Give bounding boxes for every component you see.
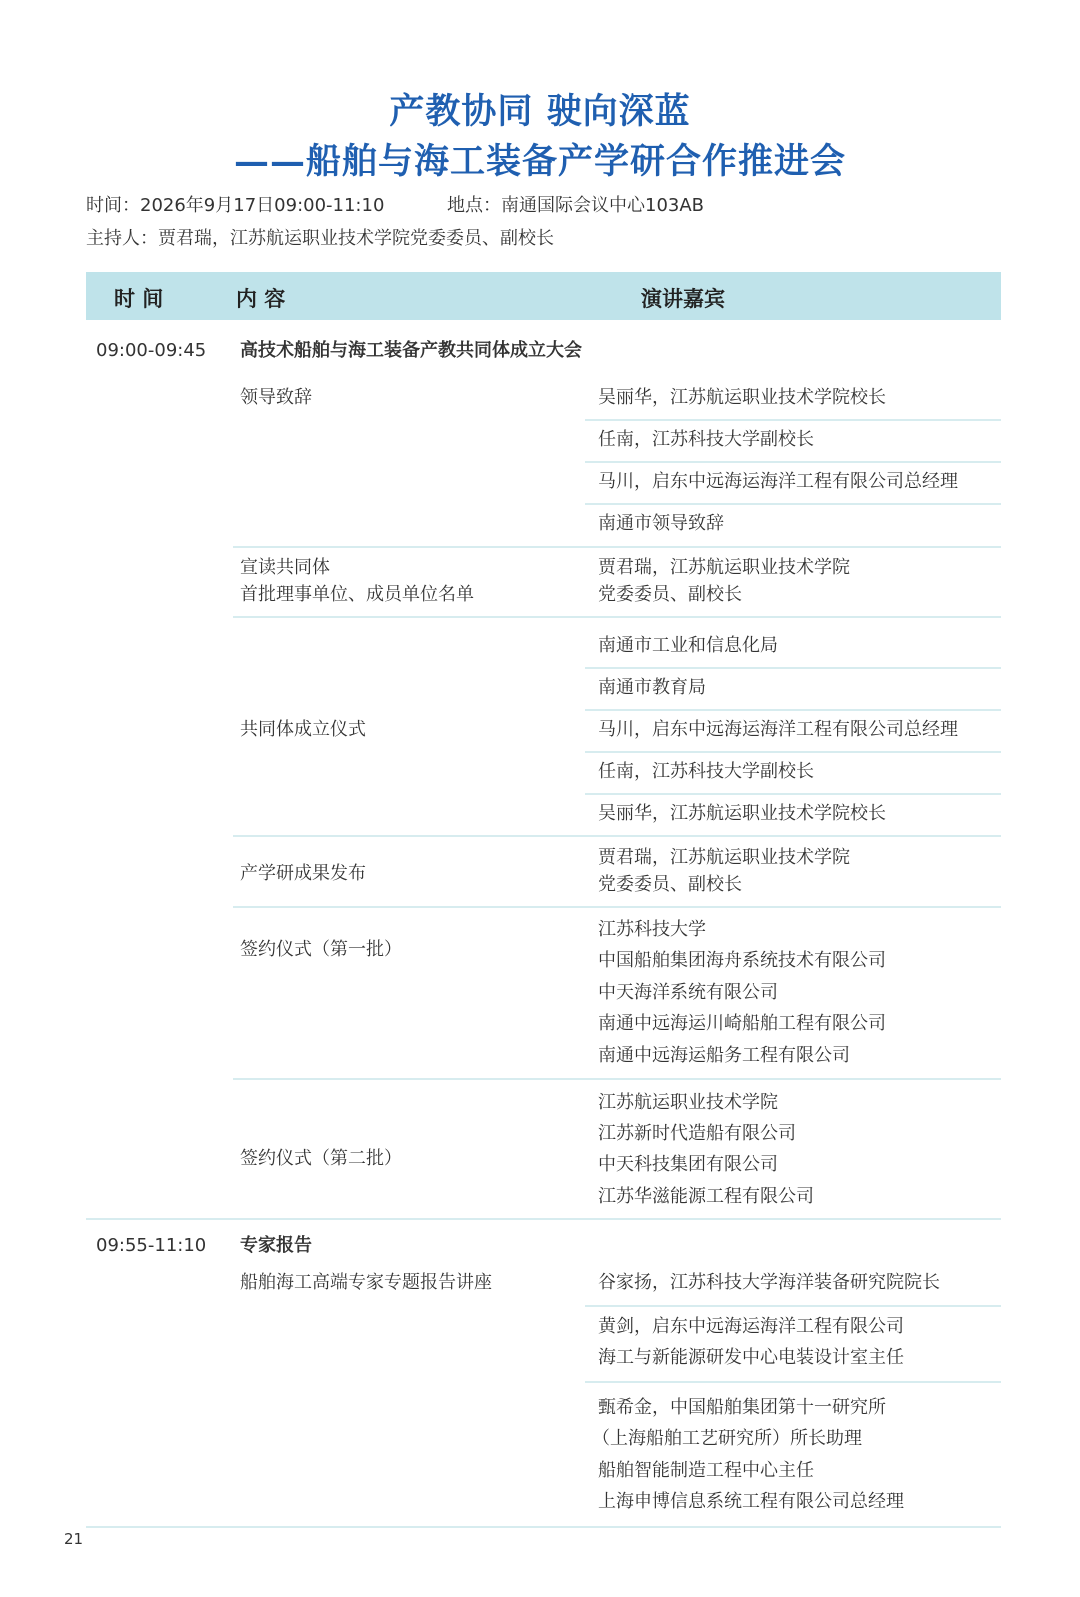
expert-speaker-2-line1: 黄剑，启东中远海运海洋工程有限公司 bbox=[598, 1316, 904, 1337]
row-divider bbox=[585, 667, 1001, 669]
expert-speaker-3-line2: （上海船舶工艺研究所）所长助理 bbox=[592, 1428, 862, 1449]
lecture-label: 船舶海工高端专家专题报告讲座 bbox=[240, 1272, 492, 1293]
sign2-org-4: 江苏华滋能源工程有限公司 bbox=[598, 1186, 814, 1207]
bottom-divider bbox=[86, 1526, 1001, 1528]
ceremony-speaker-3: 马川，启东中远海运海洋工程有限公司总经理 bbox=[598, 719, 958, 740]
row-divider bbox=[233, 546, 1001, 548]
reading-label-2: 首批理事单位、成员单位名单 bbox=[240, 584, 474, 605]
sign1-org-5: 南通中远海运船务工程有限公司 bbox=[598, 1045, 850, 1066]
reading-speaker-2: 党委委员、副校长 bbox=[598, 584, 742, 605]
title-line-1: 产教协同 驶向深蓝 bbox=[389, 91, 691, 132]
session2-time: 09:55-11:10 bbox=[96, 1235, 207, 1256]
reading-speaker-1: 贾君瑞，江苏航运职业技术学院 bbox=[598, 557, 850, 578]
sign1-org-4: 南通中远海运川崎船舶工程有限公司 bbox=[598, 1013, 886, 1034]
header-speaker: 演讲嘉宾 bbox=[641, 287, 725, 311]
meeting-place: 地点：南通国际会议中心103AB bbox=[447, 195, 705, 216]
row-divider bbox=[585, 709, 1001, 711]
row-divider bbox=[585, 1381, 1001, 1383]
row-divider bbox=[233, 1078, 1001, 1080]
row-divider bbox=[585, 503, 1001, 505]
title-line-2: ——船舶与海工装备产学研合作推进会 bbox=[233, 141, 846, 182]
leader-speaker-1: 吴丽华，江苏航运职业技术学院校长 bbox=[598, 387, 886, 408]
session-divider bbox=[86, 1218, 1001, 1220]
sign1-label: 签约仪式（第一批） bbox=[240, 939, 402, 960]
ceremony-speaker-1: 南通市工业和信息化局 bbox=[598, 635, 778, 656]
row-divider bbox=[585, 1305, 1001, 1307]
expert-speaker-1: 谷家扬，江苏科技大学海洋装备研究院院长 bbox=[598, 1272, 940, 1293]
sign2-label: 签约仪式（第二批） bbox=[240, 1148, 402, 1169]
row-divider bbox=[233, 835, 1001, 837]
sign1-org-3: 中天海洋系统有限公司 bbox=[598, 982, 778, 1003]
row-divider bbox=[585, 461, 1001, 463]
session2-title: 专家报告 bbox=[240, 1235, 312, 1256]
row-divider bbox=[233, 906, 1001, 908]
expert-speaker-3-line4: 上海申博信息系统工程有限公司总经理 bbox=[598, 1491, 904, 1512]
expert-speaker-2-line2: 海工与新能源研发中心电装设计室主任 bbox=[598, 1347, 904, 1368]
row-divider bbox=[585, 419, 1001, 421]
sign1-org-1: 江苏科技大学 bbox=[598, 919, 706, 940]
leader-speaker-2: 任南，江苏科技大学副校长 bbox=[598, 429, 814, 450]
session1-time: 09:00-09:45 bbox=[96, 340, 207, 361]
leader-speaker-4: 南通市领导致辞 bbox=[598, 513, 724, 534]
meeting-host: 主持人：贾君瑞，江苏航运职业技术学院党委委员、副校长 bbox=[86, 228, 554, 249]
header-content: 内 容 bbox=[236, 287, 286, 311]
expert-speaker-3-line3: 船舶智能制造工程中心主任 bbox=[598, 1460, 814, 1481]
expert-speaker-3-line1: 甄希金，中国船舶集团第十一研究所 bbox=[598, 1397, 886, 1418]
leader-speaker-3: 马川，启东中远海运海洋工程有限公司总经理 bbox=[598, 471, 958, 492]
session1-title: 高技术船舶与海工装备产教共同体成立大会 bbox=[240, 340, 582, 361]
page-number: 21 bbox=[64, 1530, 84, 1548]
ceremony-speaker-5: 吴丽华，江苏航运职业技术学院校长 bbox=[598, 803, 886, 824]
leader-speech-label: 领导致辞 bbox=[240, 387, 312, 408]
row-divider bbox=[233, 616, 1001, 618]
release-speaker-1: 贾君瑞，江苏航运职业技术学院 bbox=[598, 847, 850, 868]
reading-label-1: 宣读共同体 bbox=[240, 557, 330, 578]
sign2-org-3: 中天科技集团有限公司 bbox=[598, 1154, 778, 1175]
table-header bbox=[86, 272, 1001, 320]
release-speaker-2: 党委委员、副校长 bbox=[598, 874, 742, 895]
row-divider bbox=[585, 751, 1001, 753]
sign2-org-1: 江苏航运职业技术学院 bbox=[598, 1092, 778, 1113]
ceremony-speaker-2: 南通市教育局 bbox=[598, 677, 706, 698]
ceremony-speaker-4: 任南，江苏科技大学副校长 bbox=[598, 761, 814, 782]
sign1-org-2: 中国船舶集团海舟系统技术有限公司 bbox=[598, 950, 886, 971]
release-label: 产学研成果发布 bbox=[240, 863, 366, 884]
row-divider bbox=[585, 793, 1001, 795]
header-time: 时 间 bbox=[114, 287, 164, 311]
ceremony-label: 共同体成立仪式 bbox=[240, 719, 366, 740]
meeting-time: 时间：2026年9月17日09:00-11:10 bbox=[86, 195, 385, 216]
sign2-org-2: 江苏新时代造船有限公司 bbox=[598, 1123, 796, 1144]
